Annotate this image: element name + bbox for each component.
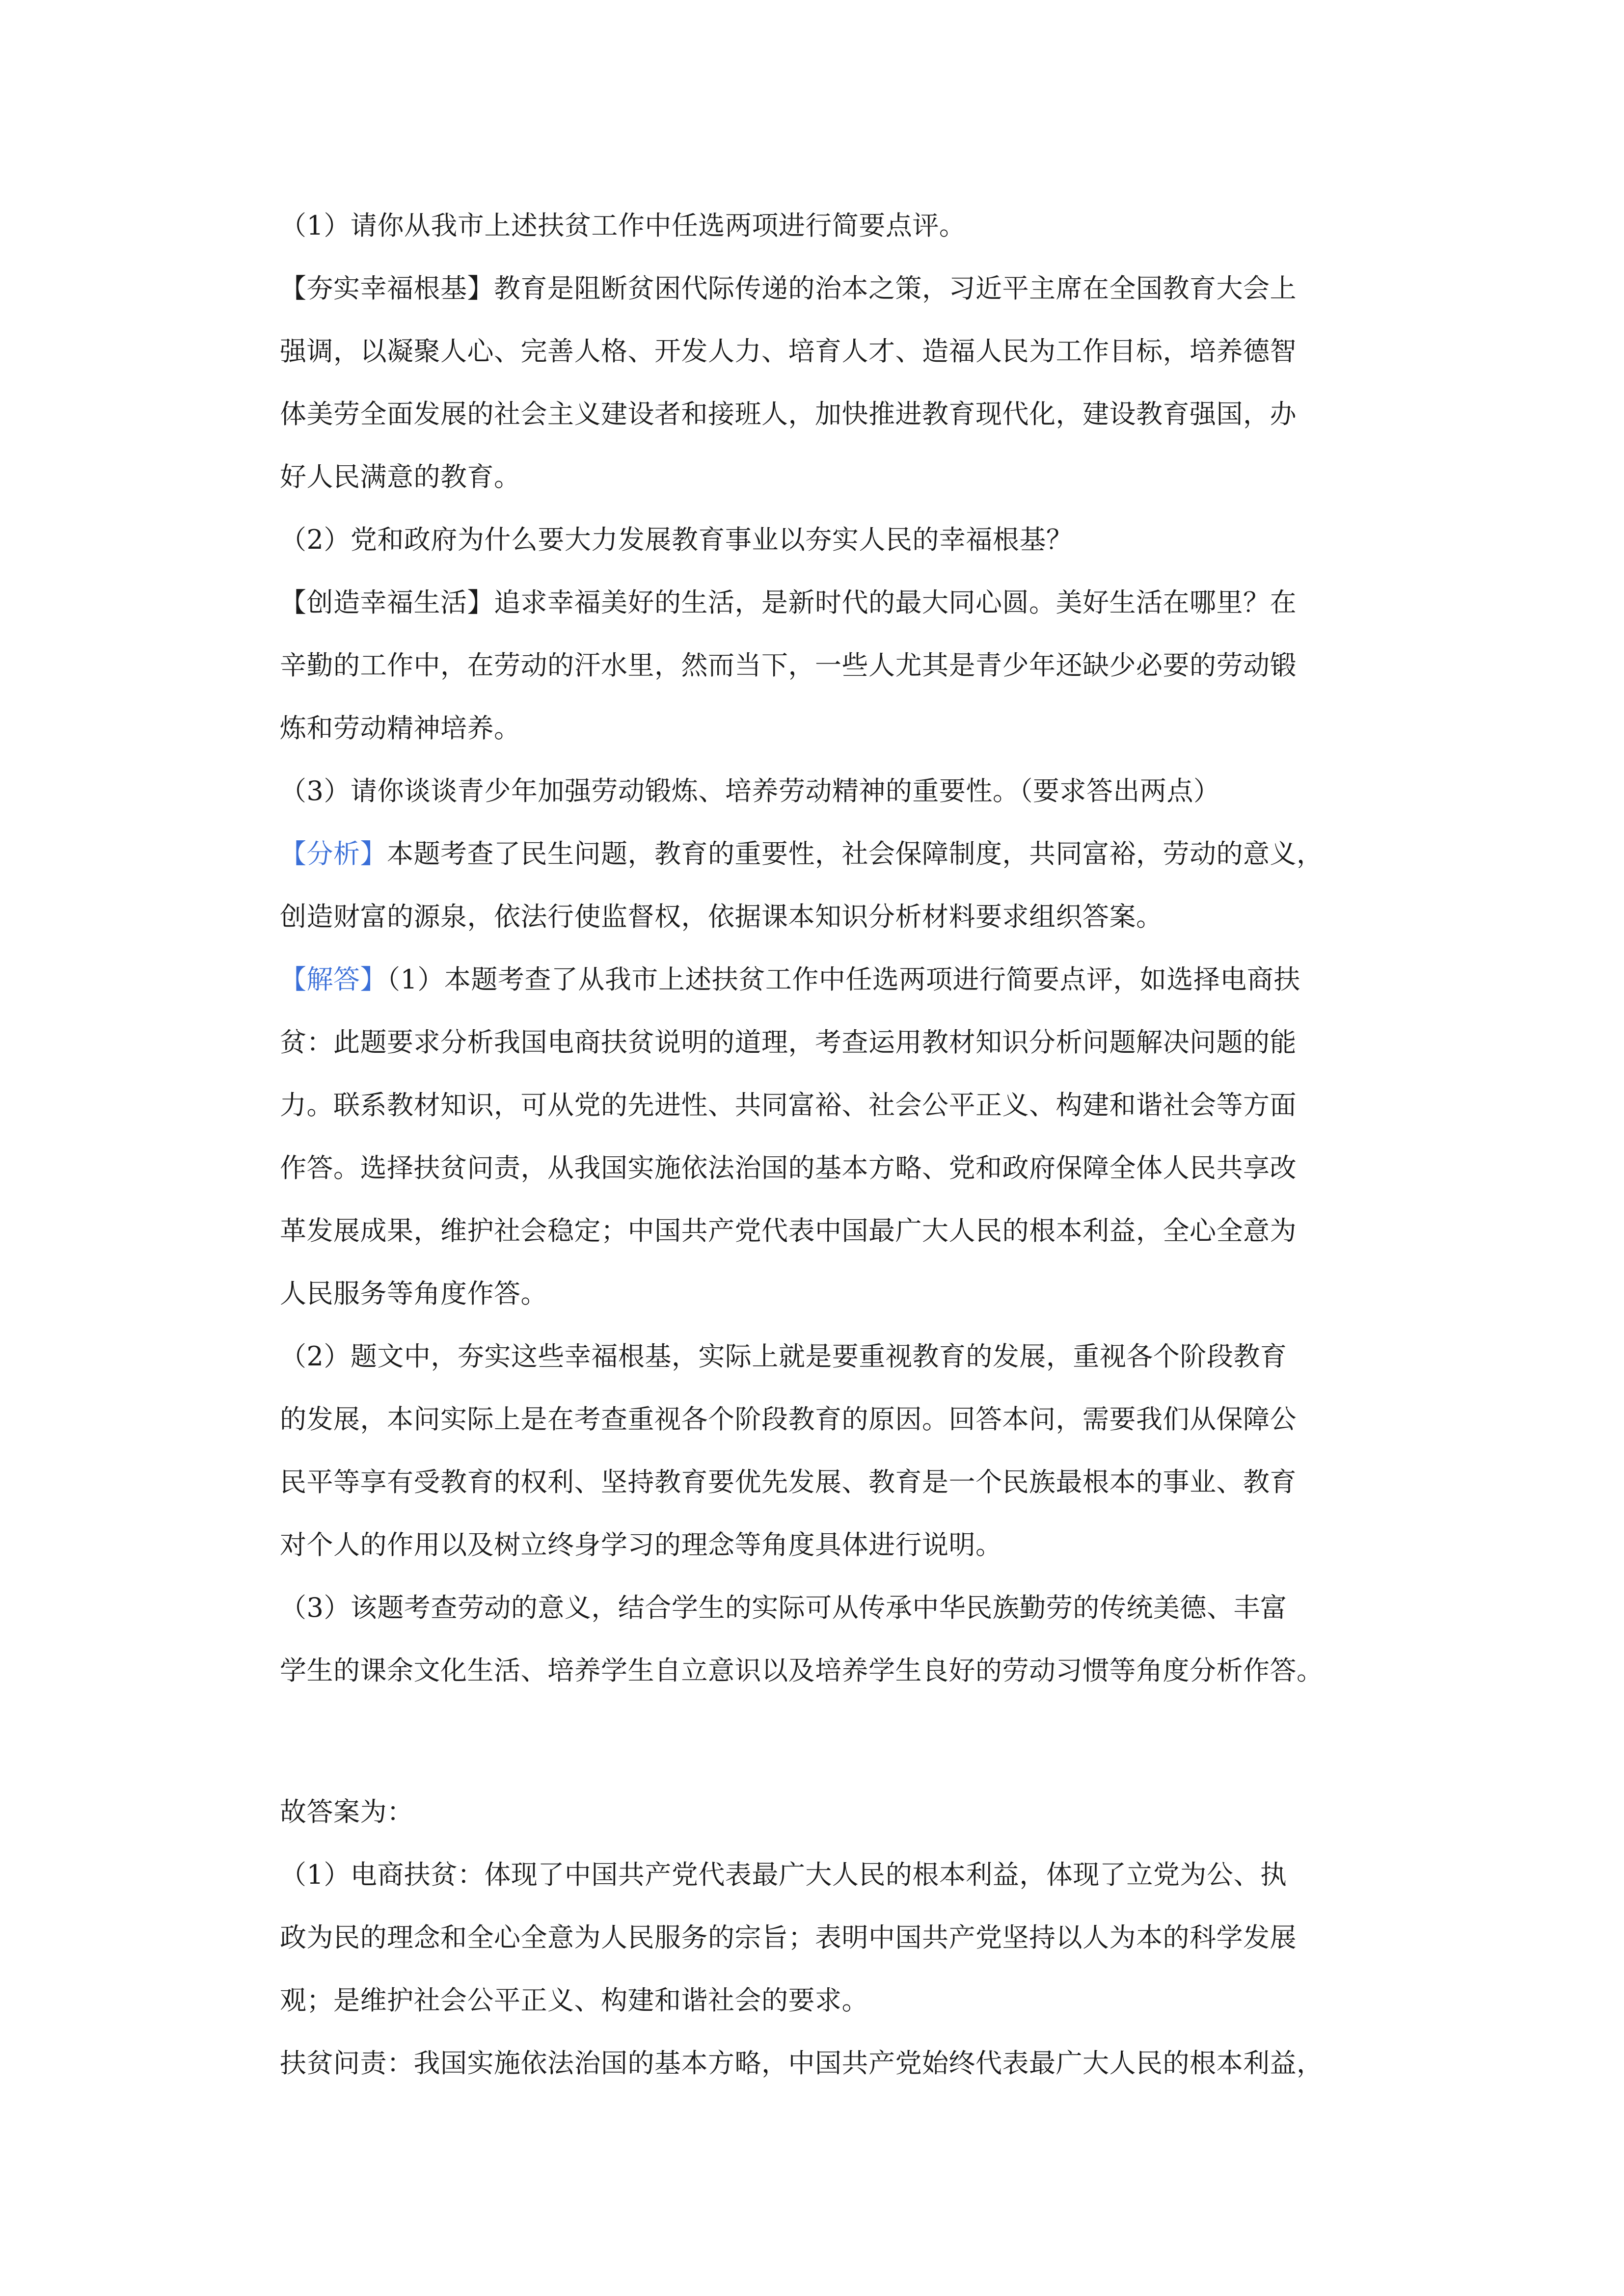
- answer-line-1: [280, 962, 1389, 997]
- answer-line-6: 人民服务等角度作答。: [280, 1278, 547, 1309]
- material-life-line-3: 炼和劳动精神培养。: [280, 713, 521, 744]
- section-gap: [280, 1716, 1389, 1795]
- final-answer-line-4: 扶贫问责：我国实施依法治国的基本方略，中国共产党始终代表最广大人民的根本利益，: [280, 2048, 1324, 2079]
- analysis-text: 本题考查了民生问题，教育的重要性，社会保障制度，共同富裕，劳动的意义，: [387, 838, 1324, 869]
- question-3-prompt: （3）请你谈谈青少年加强劳动锻炼、培养劳动精神的重要性。（要求答出两点）: [280, 775, 1220, 806]
- question-1-prompt: （1）请你从我市上述扶贫工作中任选两项进行简要点评。: [280, 210, 966, 241]
- question-2-prompt: （2）党和政府为什么要大力发展教育事业以夯实人民的幸福根基？: [280, 524, 1073, 555]
- final-answer-line-3: 观；是维护社会公平正义、构建和谐社会的要求。: [280, 1985, 868, 2016]
- analysis-line-2: 创造财富的源泉，依法行使监督权，依据课本知识分析材料要求组织答案。: [280, 901, 1163, 932]
- material-foundation-line-3: 体美劳全面发展的社会主义建设者和接班人，加快推进教育现代化，建设教育强国，办: [280, 399, 1297, 429]
- material-life-line-1: 【创造幸福生活】追求幸福美好的生活，是新时代的最大同心圆。美好生活在哪里？在: [280, 587, 1297, 618]
- answer-line-4: 作答。选择扶贫问责，从我国实施依法治国的基本方略、党和政府保障全体人民共享改: [280, 1152, 1297, 1183]
- final-answer-line-1: （1）电商扶贫：体现了中国共产党代表最广大人民的根本利益，体现了立党为公、执: [280, 1859, 1287, 1890]
- final-answer-heading: 故答案为：: [280, 1796, 414, 1827]
- answer-line-9: 民平等享有受教育的权利、坚持教育要优先发展、教育是一个民族最根本的事业、教育: [280, 1467, 1297, 1497]
- answer-line-8: 的发展，本问实际上是在考查重视各个阶段教育的原因。回答本问，需要我们从保障公: [280, 1404, 1297, 1435]
- material-life-line-2: 辛勤的工作中，在劳动的汗水里，然而当下，一些人尤其是青少年还缺少必要的劳动锻: [280, 650, 1297, 681]
- final-answer-line-2: 政为民的理念和全心全意为人民服务的宗旨；表明中国共产党坚持以人为本的科学发展: [280, 1922, 1297, 1953]
- answer-line-10: 对个人的作用以及树立终身学习的理念等角度具体进行说明。: [280, 1529, 1002, 1560]
- answer-tag: 【解答】: [280, 964, 387, 995]
- answer-line-5: 革发展成果，维护社会稳定；中国共产党代表中国最广大人民的根本利益，全心全意为: [280, 1215, 1297, 1246]
- answer-text: （1）本题考查了从我市上述扶贫工作中任选两项进行简要点评，如选择电商扶: [387, 964, 1300, 995]
- answer-line-7: （2）题文中，夯实这些幸福根基，实际上就是要重视教育的发展，重视各个阶段教育: [280, 1341, 1287, 1372]
- material-foundation-line-4: 好人民满意的教育。: [280, 461, 521, 492]
- analysis-tag: 【分析】: [280, 838, 387, 869]
- answer-line-2: 贫：此题要求分析我国电商扶贫说明的道理，考查运用教材知识分析问题解决问题的能: [280, 1027, 1297, 1058]
- analysis-line-1: [280, 837, 1389, 871]
- material-foundation-line-1: 【夯实幸福根基】教育是阻断贫困代际传递的治本之策，习近平主席在全国教育大会上: [280, 273, 1297, 304]
- material-foundation-line-2: 强调，以凝聚人心、完善人格、开发人力、培育人才、造福人民为工作目标，培养德智: [280, 336, 1297, 367]
- answer-line-12: 学生的课余文化生活、培养学生自立意识以及培养学生良好的劳动习惯等角度分析作答。: [280, 1655, 1324, 1686]
- answer-line-3: 力。联系教材知识，可从党的先进性、共同富裕、社会公平正义、构建和谐社会等方面: [280, 1090, 1297, 1121]
- answer-line-11: （3）该题考查劳动的意义，结合学生的实际可从传承中华民族勤劳的传统美德、丰富: [280, 1592, 1287, 1623]
- document-page: [280, 209, 1389, 2109]
